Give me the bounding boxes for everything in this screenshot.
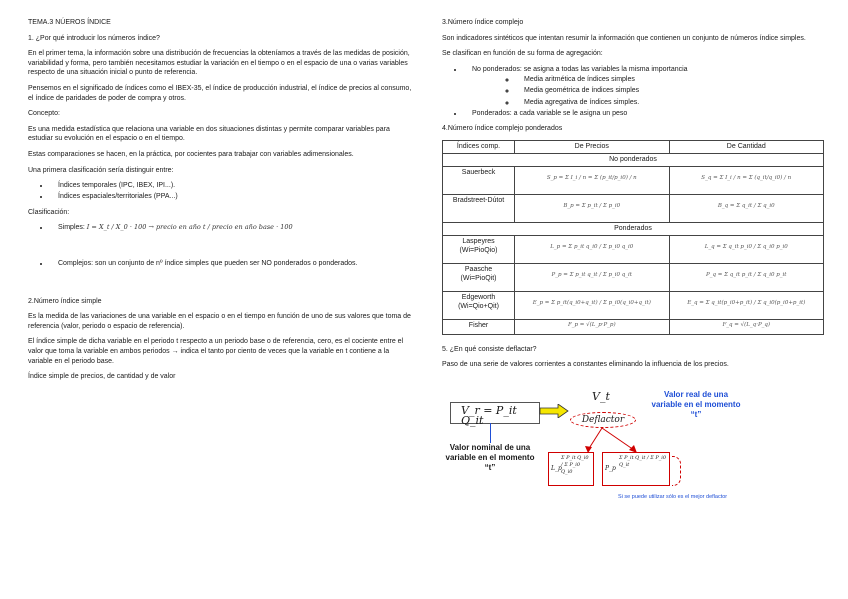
table-cell-formula <box>669 235 823 263</box>
sublist-item: ◦ Media aritmética de índices simples <box>516 75 824 85</box>
table-cell <box>443 291 515 319</box>
paragraph: Es una medida estadística que relaciona una variable en dos situaciones distintas y permite comparar variables para estudiar su evolución en el espacio o en el tiempo. <box>28 125 390 143</box>
table-cell-formula <box>669 291 823 319</box>
classification-list <box>28 223 412 268</box>
simple-label: Simples: <box>58 224 85 232</box>
classification-label: Clasificación: <box>28 208 70 216</box>
table-section: Ponderados <box>443 222 824 235</box>
aggregation-list <box>442 65 824 118</box>
table-cell-formula <box>515 166 669 194</box>
list-item-complex: • Complejos: son un conjunto de nº índice simples que pueden ser NO ponderados o ponderados. <box>50 259 412 269</box>
table-cell-formula <box>669 263 823 291</box>
table-cell-formula <box>669 166 823 194</box>
weight-def: (Wi=PioQio) <box>459 247 498 255</box>
section-2-title: 2.Número índice simple <box>28 297 102 305</box>
list-item: • Índices espaciales/territoriales (PPA...) <box>50 192 412 202</box>
vt-numerator: V_t <box>592 390 610 404</box>
real-value-formula-box <box>450 402 540 427</box>
index-name: Edgeworth <box>461 293 496 301</box>
index-type-list <box>28 181 412 202</box>
table-cell: Fisher <box>443 319 515 334</box>
connector-line <box>490 423 491 443</box>
sublist-item: ◦ Media geométrica de índices simples <box>516 86 824 96</box>
weight-def: (Wi=PioQit) <box>460 275 497 283</box>
complex-index-table <box>442 140 824 335</box>
sublist-item: ◦ Media agregativa de índices simples. <box>516 98 824 108</box>
paasche-label: P_p <box>605 465 616 473</box>
section-1-title: 1. ¿Por qué introducir los números índice? <box>28 34 160 42</box>
paragraph: El índice simple de dicha variable en el periodo t respecto a un periodo base o de referencia, cero, es el cociente entre el valor que toma la variable en ambos periodos → indica el tanto por ciento de veces que la variable en t contiene a la variable en el periodo base. <box>28 338 404 365</box>
formula: F_p = √(L_p·P_p) <box>567 321 616 328</box>
paragraph: Pensemos en el significado de índices como el IBEX-35, el índice de producción industrial, el índice de precios al consumo, el índice de paridades de poder de compra y otros. <box>28 84 412 102</box>
table-header: De Precios <box>515 140 669 153</box>
table-cell-formula <box>515 263 669 291</box>
index-name: Laspeyres <box>462 237 495 245</box>
formula: S_p = Σ I_i / n = Σ (p_it/p_i0) / n <box>546 174 637 181</box>
index-name: Paasche <box>464 265 493 273</box>
real-value-caption: Valor real de una variable en el momento “t” <box>651 390 741 420</box>
unweighted-item: No ponderados: se asigna a todas las variables la misma importancia <box>472 65 688 73</box>
list-item <box>464 65 824 107</box>
weight-def: (Wi=Qio+Qit) <box>458 303 499 311</box>
table-cell-formula <box>669 319 823 334</box>
table-cell-formula <box>669 194 823 222</box>
paragraph: Una primera clasificación sería distinguir entre: <box>28 166 174 174</box>
table-cell-formula <box>515 291 669 319</box>
formula: S_q = Σ I_i / n = Σ (q_it/q_i0) / n <box>701 174 792 181</box>
formula: L_p = Σ p_it q_i0 / Σ p_i0 q_i0 <box>550 243 634 250</box>
table-cell: Sauerbeck <box>443 166 515 194</box>
doc-title: TEMA.3 NÚEROS ÍNDICE <box>28 19 111 26</box>
deflation-diagram <box>442 376 824 534</box>
section-4-title: 4.Número índice complejo ponderados <box>442 125 563 133</box>
paragraph: En el primer tema, la información sobre una distribución de frecuencias la obteníamos a través de las medidas de posición, variabilidad y forma, pero también necesitamos estudiar la variación en el tiempo o en el espacio de una o varias variables respecto de una situación inicial o punto de referencia. <box>28 50 410 77</box>
concept-label: Concepto: <box>28 110 60 118</box>
list-item: • Índices temporales (IPC, IBEX, IPI...). <box>50 181 412 191</box>
table-cell: Bradstreet-Dútot <box>443 194 515 222</box>
paragraph: Índice simple de precios, de cantidad y de valor <box>28 373 176 381</box>
formula: E_p = Σ p_it(q_i0+q_it) / Σ p_i0(q_i0+q_it) <box>532 299 651 306</box>
sublist <box>472 75 824 107</box>
real-value-formula: V_r = P_it Q_it <box>461 404 517 427</box>
paragraph: Son indicadores sintéticos que intentan resumir la información que contienen un conjunto de números índice simples. <box>442 34 806 42</box>
formula: P_p = Σ p_it q_it / Σ p_i0 q_it <box>551 271 632 278</box>
bracket-annotation <box>672 456 681 486</box>
paragraph: Paso de una serie de valores corrientes a constantes eliminando la influencia de los precios. <box>442 361 729 369</box>
formula: P_q = Σ q_it p_it / Σ q_i0 p_it <box>706 271 787 278</box>
left-column <box>28 18 412 388</box>
formula: E_q = Σ q_it(p_i0+p_it) / Σ q_i0(p_i0+p_it) <box>687 299 806 306</box>
table-header: De Cantidad <box>669 140 823 153</box>
paasche-box <box>602 452 670 486</box>
paragraph: Es la medida de las variaciones de una variable en el espacio o en el tiempo en función de uno de sus valores que toma de referencia (valor, periodo o espacio de referencia). <box>28 313 411 330</box>
table-cell <box>443 263 515 291</box>
section-3-title: 3.Número índice complejo <box>442 19 524 26</box>
table-cell-formula <box>515 194 669 222</box>
paasche-formula: Σ P_it Q_it / Σ P_i0 Q_it <box>619 455 667 469</box>
simple-index-formula: I = X_t / X_0 · 100 → precio en año t / precio en año base · 100 <box>86 223 293 232</box>
list-item-simple <box>50 223 412 233</box>
formula: B_q = Σ q_it / Σ q_i0 <box>717 202 775 209</box>
formula: F_q = √(L_q·P_q) <box>722 321 771 328</box>
nominal-value-caption: Valor nominal de una variable en el momento “t” <box>445 443 535 473</box>
deflactor-label: Deflactor <box>570 412 636 428</box>
table-cell-formula <box>515 235 669 263</box>
table-header: Índices comp. <box>443 140 515 153</box>
list-item: • Ponderados: a cada variable se le asigna un peso <box>464 109 824 119</box>
laspeyres-label: L_p <box>551 465 562 473</box>
laspeyres-formula: Σ P_it Q_i0 / Σ P_i0 Q_i0 <box>561 455 589 476</box>
paragraph: Se clasifican en función de su forma de agregación: <box>442 50 603 58</box>
red-arrows-icon <box>582 426 662 454</box>
formula: B_p = Σ p_it / Σ p_i0 <box>563 202 621 209</box>
paragraph: Estas comparaciones se hacen, en la práctica, por cocientes para trabajar con variables adimensionales. <box>28 150 354 158</box>
section-5-title: 5. ¿En qué consiste deflactar? <box>442 345 537 353</box>
table-cell-formula <box>515 319 669 334</box>
yellow-arrow-icon <box>538 404 570 418</box>
right-column <box>442 18 824 534</box>
laspeyres-box <box>548 452 594 486</box>
table-section: No ponderados <box>443 153 824 166</box>
table-cell <box>443 235 515 263</box>
formula: L_q = Σ q_it p_i0 / Σ q_i0 p_i0 <box>704 243 788 250</box>
best-deflator-note: Si se puede utilizar sólo es el mejor deflactor <box>618 494 728 501</box>
